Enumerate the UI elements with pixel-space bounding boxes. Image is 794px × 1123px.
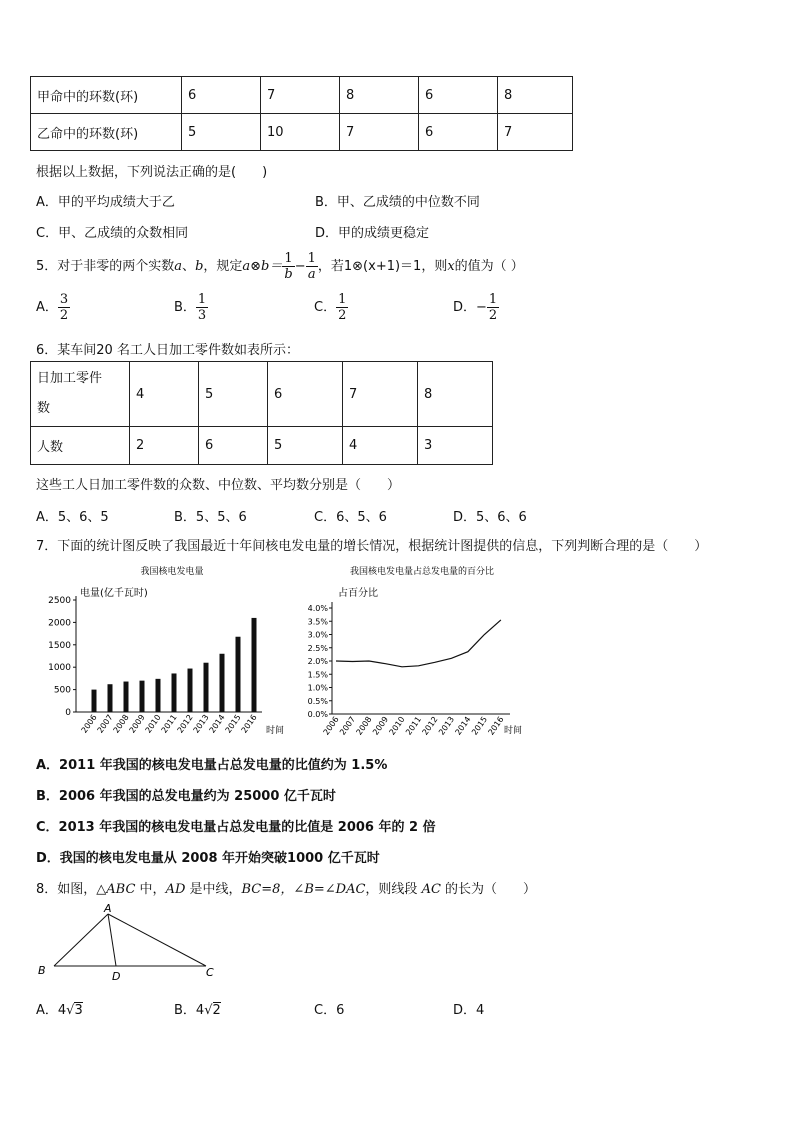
bar [156, 679, 161, 712]
vertex-a-label: A [104, 902, 112, 915]
q5-frac1 [282, 251, 294, 282]
y-tick-label: 2.0% [307, 657, 328, 666]
y-axis-label: 电量(亿千瓦时) [80, 588, 148, 599]
x-tick-label: 2006 [79, 712, 99, 735]
table-cell: 6 [419, 114, 498, 151]
q6-option-d: D．5、6、6 [453, 510, 527, 525]
y-tick-label: 4.0% [307, 604, 328, 613]
q8-text: ，则线段 [365, 882, 422, 897]
x-tick-label: 2011 [159, 712, 179, 735]
q5-stem [36, 251, 524, 282]
table-cell: 7 [343, 362, 418, 427]
x-tick-label: 2007 [95, 712, 115, 735]
workers-table [30, 361, 493, 465]
sqrt-sign: √ [66, 1003, 75, 1018]
y-tick-label: 1.5% [307, 670, 328, 680]
x-tick-label: 2010 [143, 712, 163, 735]
bar [188, 669, 193, 712]
table-cell: 甲命中的环数(环) [31, 77, 182, 114]
line-chart [296, 560, 536, 740]
table-cell: 5 [268, 427, 343, 465]
q8-option-b [174, 999, 221, 1018]
table-cell: 6 [268, 362, 343, 427]
q8-triangle: △ABC [96, 882, 136, 897]
table-cell: 3 [418, 427, 493, 465]
bar [108, 684, 113, 712]
x-tick-label: 2013 [191, 712, 211, 735]
frac-num: 1 [307, 251, 316, 266]
side-ac [108, 914, 206, 966]
x-tick-label: 2009 [127, 712, 147, 735]
table-cell: 7 [498, 114, 573, 151]
median-ad [108, 914, 116, 966]
y-tick-label: 0.5% [307, 696, 328, 706]
triangle-figure [34, 902, 224, 982]
x-axis-label: 时间 [266, 726, 285, 736]
y-tick-label: 2.5% [307, 643, 328, 653]
q5-option-b [174, 292, 208, 323]
option-label: A． [36, 300, 58, 315]
q8-option-d: D．4 [453, 1003, 485, 1018]
radicand: 3 [74, 1003, 83, 1018]
y-tick-label: 0.0% [307, 710, 328, 719]
frac-den: b [284, 267, 293, 282]
q4-option-a: A．甲的平均成绩大于乙 [36, 195, 175, 210]
bar [252, 618, 257, 712]
q5-prefix: 5．对于非零的两个实数 [36, 259, 175, 274]
q6-option-a: A．5、6、5 [36, 510, 109, 525]
table-cell: 8 [418, 362, 493, 427]
option-frac [58, 292, 70, 323]
q4-stem: 根据以上数据，下列说法正确的是( ) [36, 165, 268, 180]
q8-condition: BC=8，∠B=∠DAC [241, 882, 366, 897]
x-axis-label: 时间 [504, 726, 523, 736]
y-tick-label: 1.0% [307, 683, 328, 693]
option-label: B． [174, 300, 196, 315]
table-cell: 2 [130, 427, 199, 465]
table-cell: 6 [419, 77, 498, 114]
q7-stem: 7．下面的统计图反映了我国最近十年间核电发电量的增长情况，根据统计图提供的信息，下列判断合理的是（ ） [36, 539, 708, 554]
x-tick-label: 2014 [207, 712, 227, 735]
q7-option-a: A．2011 年我国的核电发电量占总发电量的比值约为 1.5% [36, 758, 388, 773]
x-tick-label: 2013 [437, 714, 457, 737]
q5-var-b: b [195, 259, 204, 274]
table-cell: 10 [261, 114, 340, 151]
frac-den: 2 [59, 308, 69, 323]
q4-option-c: C．甲、乙成绩的众数相同 [36, 226, 189, 241]
x-tick-label: 2015 [223, 712, 243, 735]
option-frac [487, 292, 499, 323]
option-label: B．4 [174, 1003, 205, 1018]
x-tick-label: 2008 [111, 712, 131, 735]
table-cell: 5 [199, 362, 268, 427]
bar [236, 637, 241, 712]
table-cell: 4 [343, 427, 418, 465]
x-tick-label: 2011 [404, 714, 424, 737]
y-axis-label: 占百分比 [338, 588, 378, 599]
x-tick-label: 2007 [338, 714, 358, 737]
q5-expr-left: a⊗b＝ [242, 259, 283, 274]
vertex-b-label: B [38, 964, 46, 977]
q4-option-d: D．甲的成绩更稳定 [315, 226, 430, 241]
q5-cond: ，若1⊗(x+1)＝1，则 [317, 259, 448, 274]
row-head: 日加工零件 [37, 371, 103, 386]
option-label: C． [314, 300, 337, 315]
table-cell: 8 [498, 77, 573, 114]
y-tick-label: 500 [53, 685, 71, 696]
option-label: D． [453, 300, 477, 315]
y-tick-label: 3.5% [307, 617, 328, 627]
vertex-d-label: D [112, 970, 121, 982]
option-sign: − [476, 300, 487, 315]
table-cell [31, 362, 130, 427]
option-frac [196, 292, 208, 323]
x-tick-label: 2016 [486, 714, 506, 737]
y-tick-label: 3.0% [307, 630, 328, 640]
table-cell: 乙命中的环数(环) [31, 114, 182, 151]
bar [172, 673, 177, 712]
x-tick-label: 2014 [453, 714, 473, 737]
q5-option-c [314, 292, 348, 323]
table-cell: 7 [340, 114, 419, 151]
q8-stem [36, 878, 536, 897]
option-frac [336, 292, 348, 323]
x-tick-label: 2009 [371, 714, 391, 737]
q5-frac2 [306, 251, 318, 282]
table-cell: 6 [182, 77, 261, 114]
row-head: 数 [37, 401, 51, 416]
table-cell: 6 [199, 427, 268, 465]
bar-chart [34, 560, 290, 740]
q8-text: 中， [135, 882, 166, 897]
bar [140, 681, 145, 712]
q8-tail: 的长为（ ） [440, 882, 537, 897]
x-tick-label: 2012 [420, 714, 440, 737]
frac-num: 1 [282, 251, 294, 267]
x-tick-label: 2016 [239, 712, 259, 735]
side-ab [54, 914, 108, 966]
chart-title: 我国核电发电量 [140, 567, 204, 577]
frac-den: 2 [488, 308, 498, 323]
option-label: A．4 [36, 1003, 67, 1018]
q5-minus: − [294, 259, 306, 274]
frac-num: 1 [488, 292, 498, 307]
bar [92, 690, 97, 712]
q7-option-d: D．我国的核电发电量从 2008 年开始突破1000 亿千瓦时 [36, 851, 380, 866]
frac-den: a [307, 267, 316, 282]
frac-den: 2 [338, 308, 347, 323]
table-cell: 4 [130, 362, 199, 427]
q4-option-b: B．甲、乙成绩的中位数不同 [315, 195, 480, 210]
bar [204, 663, 209, 712]
q6-option-b: B．5、5、6 [174, 510, 247, 525]
q8-text: 是中线， [185, 882, 242, 897]
radicand: 2 [212, 1003, 221, 1018]
frac-num: 1 [197, 292, 207, 307]
y-tick-label: 0 [65, 708, 71, 718]
y-tick-label: 2000 [48, 618, 71, 629]
y-tick-label: 1500 [48, 640, 71, 651]
x-tick-label: 2010 [387, 714, 407, 737]
q5-option-d [453, 292, 499, 323]
q7-option-c: C．2013 年我国的核电发电量占总发电量的比值是 2006 年的 2 倍 [36, 820, 436, 835]
sqrt-sign: √ [204, 1003, 213, 1018]
shooting-table [30, 76, 573, 151]
x-tick-label: 2012 [175, 712, 195, 735]
x-tick-label: 2006 [321, 714, 341, 737]
q5-var-x: x [447, 259, 455, 274]
chart-title: 我国核电发电量占总发电量的百分比 [349, 567, 495, 577]
q5-option-a [36, 292, 70, 323]
x-tick-label: 2008 [354, 714, 374, 737]
q5-rule: ，规定 [203, 259, 243, 274]
bar [220, 654, 225, 712]
table-cell: 7 [261, 77, 340, 114]
q8-ad: AD [165, 882, 186, 897]
table-cell: 人数 [31, 427, 130, 465]
q8-option-a [36, 999, 83, 1018]
table-cell: 5 [182, 114, 261, 151]
q8-ac: AC [421, 882, 441, 897]
series-line [336, 620, 501, 667]
frac-den: 3 [197, 308, 207, 323]
frac-num: 1 [338, 292, 347, 307]
table-cell: 8 [340, 77, 419, 114]
y-tick-label: 1000 [48, 663, 71, 674]
vertex-c-label: C [206, 966, 214, 979]
q6-stem: 6．某车间20 名工人日加工零件数如表所示： [36, 343, 299, 358]
q7-option-b: B．2006 年我国的总发电量约为 25000 亿千瓦时 [36, 789, 336, 804]
frac-num: 3 [59, 292, 69, 307]
q5-tail: 的值为（ ） [454, 259, 524, 274]
q8-prefix: 8．如图， [36, 882, 97, 897]
q5-sep: 、 [182, 259, 196, 274]
y-tick-label: 2500 [48, 596, 71, 606]
q8-option-c: C．6 [314, 1003, 345, 1018]
q5-var-a: a [174, 259, 183, 274]
q6-option-c: C．6、5、6 [314, 510, 387, 525]
x-tick-label: 2015 [469, 714, 490, 737]
q6-question: 这些工人日加工零件数的众数、中位数、平均数分别是（ ） [36, 478, 401, 493]
bar [124, 682, 129, 712]
